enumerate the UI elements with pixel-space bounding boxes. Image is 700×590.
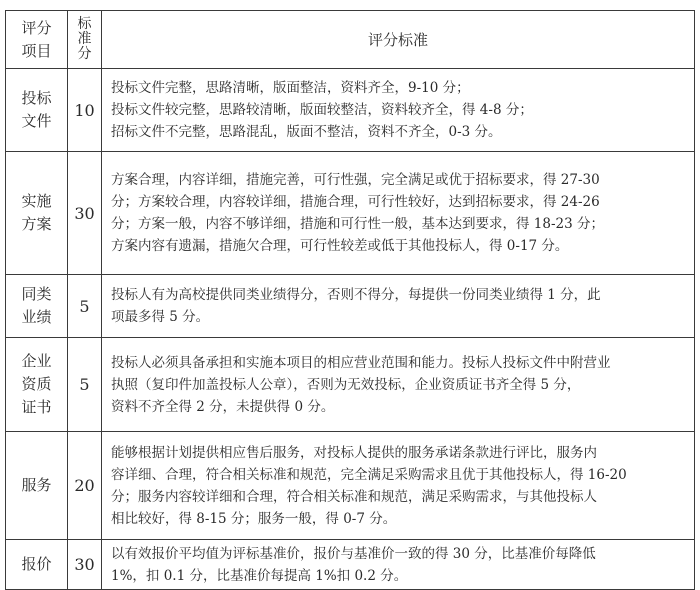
row-criteria: 能够根据计划提供相应售后服务，对投标人提供的服务承诺条款进行评比，服务内 容详细、合理，符合相关标准和规范，完全满足采购需求且优于其他投标人，得 16-20 分；服务内容较详细和合理，符合相关标准和规范，满足采购需求，与其他投标人 相比较好，得 8-15 分；服务一般，得 0-7 分。 xyxy=(102,432,695,540)
row-criteria: 方案合理，内容详细，措施完善，可行性强，完全满足或优于招标要求，得 27-30 分；方案较合理，内容较详细，措施合理，可行性较好，达到招标要求，得 24-26 分；方案一般，内容不够详细，措施和可行性一般，基本达到要求，得 18-23 分； 方案内容有遗漏，措施欠合理，可行性较差或低于其他投标人，得 0-17 分。 xyxy=(102,152,695,275)
row-criteria: 投标人有为高校提供同类业绩得分，否则不得分，每提供一份同类业绩得 1 分，此 项最多得 5 分。 xyxy=(102,275,695,338)
row-item: 服务 xyxy=(6,432,68,540)
table-row-quotation xyxy=(6,540,695,590)
row-score: 20 xyxy=(68,432,102,540)
header-row xyxy=(6,11,695,69)
table-row-implementation-plan xyxy=(6,152,695,275)
row-item: 投标 文件 xyxy=(6,69,68,152)
row-criteria: 投标文件完整，思路清晰，版面整洁，资料齐全，9-10 分； 投标文件较完整，思路较清晰，版面较整洁，资料较齐全，得 4-8 分； 招标文件不完整，思路混乱，版面不整洁，资料不齐全，0-3 分。 xyxy=(102,69,695,152)
row-score: 5 xyxy=(68,338,102,432)
row-item: 企业 资质 证书 xyxy=(6,338,68,432)
row-item: 报价 xyxy=(6,540,68,590)
row-item: 同类 业绩 xyxy=(6,275,68,338)
header-criteria: 评分标准 xyxy=(102,11,695,69)
row-item: 实施 方案 xyxy=(6,152,68,275)
row-criteria: 以有效报价平均值为评标基准价，报价与基准价一致的得 30 分，比基准价每降低 1%，扣 0.1 分，比基准价每提高 1%扣 0.2 分。 xyxy=(102,540,695,590)
row-score: 30 xyxy=(68,540,102,590)
scoring-table xyxy=(5,10,695,590)
header-item: 评分 项目 xyxy=(6,11,68,69)
row-score: 30 xyxy=(68,152,102,275)
row-score: 5 xyxy=(68,275,102,338)
table-row-similar-performance xyxy=(6,275,695,338)
row-criteria: 投标人必须具备承担和实施本项目的相应营业范围和能力。投标人投标文件中附营业 执照（复印件加盖投标人公章），否则为无效投标，企业资质证书齐全得 5 分， 资料不齐全得 2 分，未提供得 0 分。 xyxy=(102,338,695,432)
row-score: 10 xyxy=(68,69,102,152)
table-row-bid-document xyxy=(6,69,695,152)
table-row-qualification xyxy=(6,338,695,432)
table-row-service xyxy=(6,432,695,540)
header-score: 标 准 分 xyxy=(68,11,102,69)
